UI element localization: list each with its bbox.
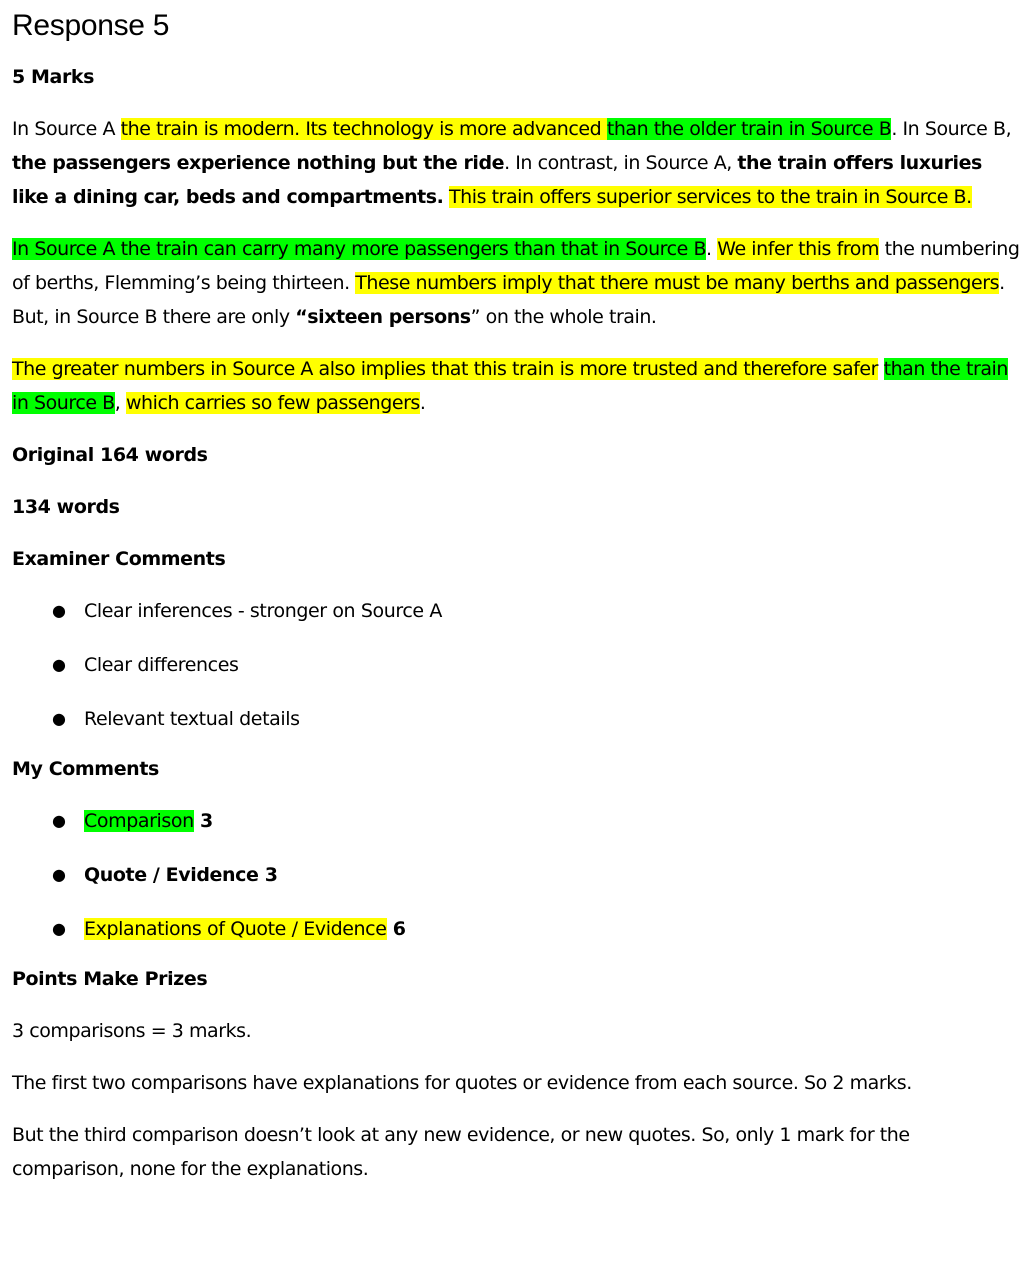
points-line-3: But the third comparison doesn’t look at any new evidence, or new quotes. So, only 1 mark for the comparison, none for the explanations. (12, 1124, 910, 1180)
list-item (12, 594, 1024, 628)
text-run: . In contrast, in Source A, (504, 152, 738, 174)
bullet-icon: ● (52, 919, 66, 938)
text-run: . In Source B, (891, 118, 1012, 140)
list-item (12, 648, 1024, 682)
highlight-yellow: This train offers superior services to the train in Source B. (449, 186, 972, 208)
score-value: 3 (193, 810, 213, 832)
highlight-yellow: We infer this from (717, 238, 880, 260)
examiner-comments-heading: Examiner Comments (12, 548, 226, 570)
paragraph-1 (12, 112, 1024, 214)
list-item-text: Quote / Evidence 3 (84, 864, 278, 886)
points-line-2: The first two comparisons have explanations for quotes or evidence from each source. So 2 marks. (12, 1072, 912, 1094)
bullet-icon: ● (52, 865, 66, 884)
highlight-yellow: the train is modern. Its technology is more advanced (120, 118, 607, 140)
text-run: . (706, 238, 718, 260)
bullet-icon: ● (52, 811, 66, 830)
word-count: 134 words (12, 496, 120, 518)
highlight-yellow: Explanations of Quote / Evidence (84, 918, 387, 940)
text-run: . (419, 392, 426, 414)
list-item-text: Clear differences (84, 654, 239, 676)
list-item-text: Relevant textual details (84, 708, 300, 730)
examiner-comments-list (12, 594, 1024, 736)
highlight-green: Comparison (84, 810, 194, 832)
score-value: 6 (386, 918, 406, 940)
paragraph-2 (12, 232, 1024, 334)
text-run: . But, in Source B there are only (12, 272, 1005, 328)
bold-text: the train offers luxuries like a dining car, beds and compartments. (12, 152, 982, 208)
text-run: , (114, 392, 126, 414)
my-comments-list (12, 804, 1024, 946)
text-run: In Source A (12, 118, 121, 140)
bold-quote: “sixteen persons (295, 306, 471, 328)
highlight-yellow: These numbers imply that there must be many berths and passengers (355, 272, 1000, 294)
list-item (12, 912, 1024, 946)
list-item-text: Clear inferences - stronger on Source A (84, 600, 442, 622)
bold-text: the passengers experience nothing but the ride (12, 152, 505, 174)
page-title: Response 5 (12, 9, 170, 42)
my-comments-heading: My Comments (12, 758, 159, 780)
text-run: ” on the whole train. (470, 306, 657, 328)
points-line-1: 3 comparisons = 3 marks. (12, 1020, 252, 1042)
highlight-green: In Source A the train can carry many more passengers than that in Source B (12, 238, 707, 260)
highlight-green: than the older train in Source B (606, 118, 892, 140)
highlight-yellow: which carries so few passengers (125, 392, 420, 414)
marks-heading: 5 Marks (12, 66, 95, 88)
bullet-icon: ● (52, 655, 66, 674)
highlight-green: than the train in Source B (12, 358, 1008, 414)
bullet-icon: ● (52, 709, 66, 728)
original-word-count: Original 164 words (12, 444, 208, 466)
highlight-yellow: The greater numbers in Source A also implies that this train is more trusted and therefore safer (12, 358, 878, 380)
text-run (878, 358, 884, 380)
list-item (12, 858, 1024, 892)
paragraph-3 (12, 352, 1024, 420)
list-item (12, 804, 1024, 838)
points-heading: Points Make Prizes (12, 968, 208, 990)
bullet-icon: ● (52, 601, 66, 620)
list-item (12, 702, 1024, 736)
text-run: the numbering of berths, Flemming’s being thirteen. (12, 238, 1020, 294)
